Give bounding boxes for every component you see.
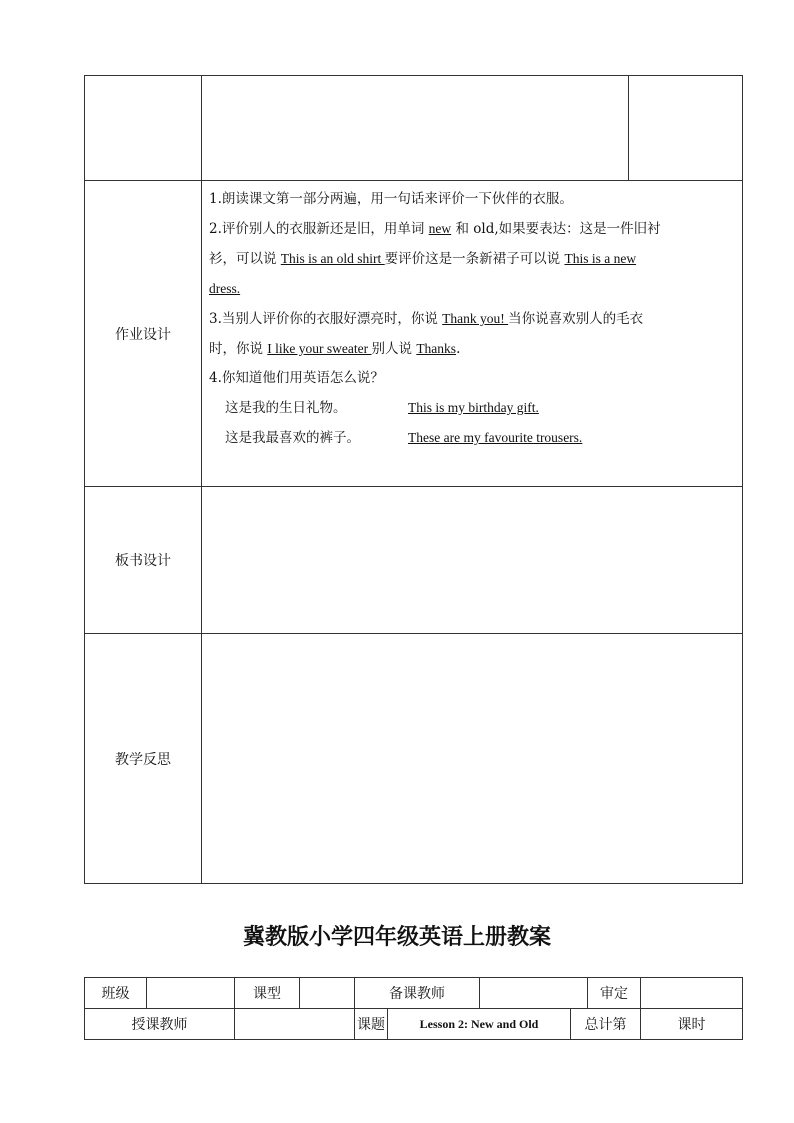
- homework-row: [85, 181, 743, 487]
- board-design-row: [85, 487, 743, 634]
- period-label: 课时: [641, 1009, 743, 1040]
- board-design-label: 板书设计: [85, 487, 202, 634]
- empty-content-cell: [202, 76, 629, 181]
- homework-content: [202, 181, 743, 487]
- homework-line-5: 3.当别人评价你的衣服好漂亮时，你说 Thank you! 当你说喜欢别人的毛衣: [209, 311, 644, 327]
- reflection-content: [202, 634, 743, 884]
- homework-line-6: 时，你说 I like your sweater 别人说 Thanks.: [209, 341, 461, 357]
- reflection-row: [85, 634, 743, 884]
- review-label: 审定: [588, 978, 641, 1009]
- topic-value: Lesson 2: New and Old: [388, 1009, 571, 1040]
- type-value: [300, 978, 355, 1009]
- lesson-plan-table: [84, 75, 743, 884]
- homework-line-1: 1.朗读课文第一部分两遍，用一句话来评价一下伙伴的衣服。: [209, 191, 573, 207]
- empty-side-cell: [629, 76, 743, 181]
- total-label: 总计第: [571, 1009, 641, 1040]
- prep-teacher-label: 备课教师: [355, 978, 480, 1009]
- translation-item-2: 这是我最喜欢的裤子。 These are my favourite trousers.: [225, 430, 583, 446]
- teacher-label: 授课教师: [85, 1009, 235, 1040]
- homework-label: 作业设计: [85, 181, 202, 487]
- empty-label-cell: [85, 76, 202, 181]
- info-row-2: [85, 1009, 743, 1040]
- lesson-info-table: [84, 977, 743, 1040]
- review-value: [641, 978, 743, 1009]
- teacher-value: [235, 1009, 355, 1040]
- previous-section-row: [85, 76, 743, 181]
- reflection-label: 教学反思: [85, 634, 202, 884]
- type-label: 课型: [235, 978, 300, 1009]
- document-title: 冀教版小学四年级英语上册教案: [242, 924, 551, 950]
- board-design-content: [202, 487, 743, 634]
- homework-line-3: 衫，可以说 This is an old shirt 要评价这是一条新裙子可以说 This is a new: [209, 251, 637, 267]
- homework-line-4: dress.: [209, 281, 241, 296]
- homework-line-2: 2.评价别人的衣服新还是旧，用单词 new 和 old,如果要表达：这是一件旧衬: [209, 221, 661, 237]
- topic-label: 课题: [355, 1009, 388, 1040]
- translation-item-1: 这是我的生日礼物。 This is my birthday gift.: [225, 400, 539, 416]
- info-row-1: [85, 978, 743, 1009]
- prep-teacher-value: [480, 978, 588, 1009]
- class-label: 班级: [85, 978, 147, 1009]
- class-value: [147, 978, 235, 1009]
- homework-line-7: 4.你知道他们用英语怎么说？: [209, 370, 384, 386]
